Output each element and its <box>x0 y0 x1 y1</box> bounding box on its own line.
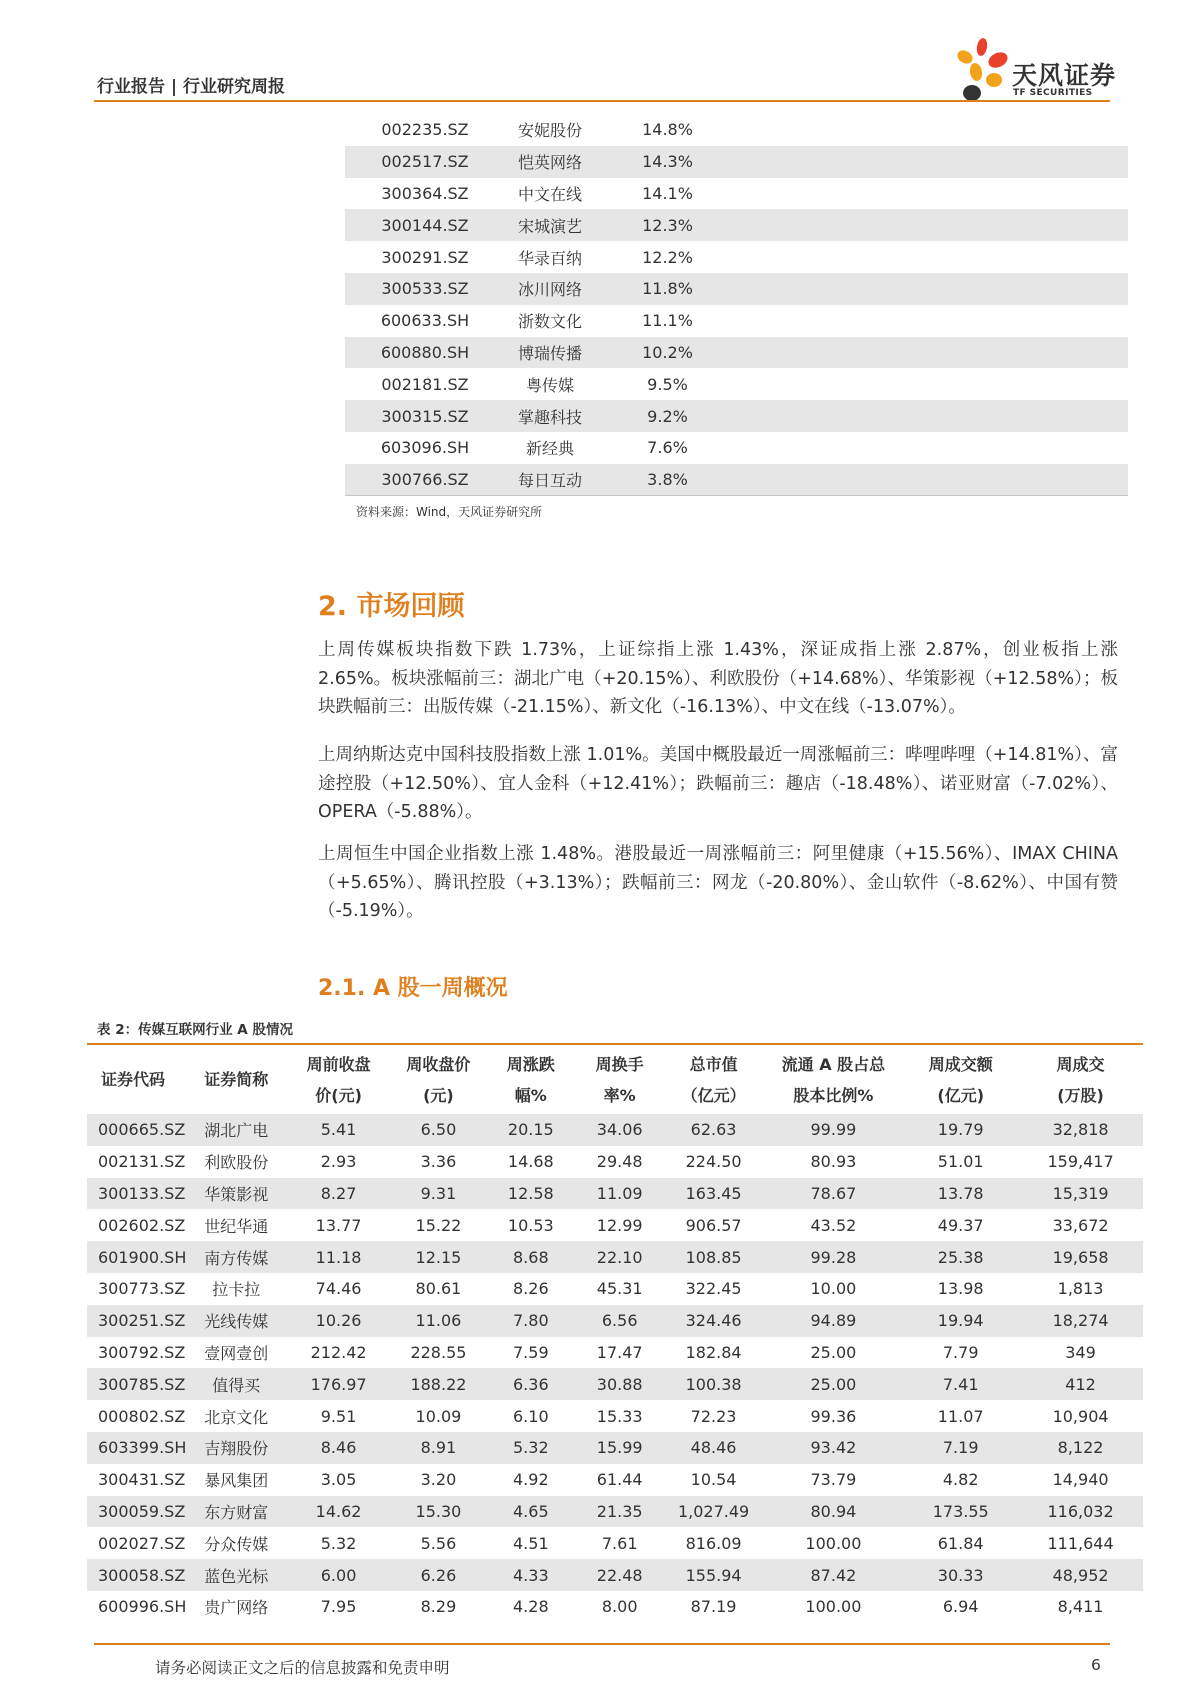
table-row <box>87 1527 1143 1559</box>
table-cell: 87.19 <box>690 1597 737 1617</box>
table-cell: 163.45 <box>664 1178 764 1210</box>
column-header-line: 幅% <box>514 1085 547 1105</box>
table-cell: 6.36 <box>486 1368 576 1400</box>
table-cell: 228.55 <box>410 1342 467 1362</box>
table-cell: 7.79 <box>942 1342 979 1362</box>
column-header-line: 率% <box>603 1085 636 1105</box>
table-cell: 34.06 <box>576 1114 664 1146</box>
table-cell: 暴风集团 <box>204 1471 269 1491</box>
column-header <box>87 1044 186 1114</box>
column-header-line: 周前收盘 <box>306 1054 371 1074</box>
table-cell: 蓝色光标 <box>186 1559 286 1591</box>
stock-name-cell: 恺英网络 <box>505 146 595 178</box>
footer-disclaimer: 请务必阅读正文之后的信息披露和免责申明 <box>155 1659 450 1677</box>
table-row <box>87 1241 1143 1273</box>
table-cell: 20.15 <box>486 1114 576 1146</box>
table-cell: 33,672 <box>1052 1215 1109 1235</box>
table-cell: 412 <box>1018 1368 1143 1400</box>
stock-code-cell: 600633.SH <box>380 311 470 331</box>
table-cell: 14.68 <box>507 1152 554 1172</box>
table-cell: 25.00 <box>810 1342 857 1362</box>
table-row <box>87 1273 1143 1305</box>
section-title-market-review: 2. 市场回顾 <box>318 591 465 622</box>
table-cell: 000665.SZ <box>87 1114 186 1146</box>
report-breadcrumb: 行业报告 | 行业研究周报 <box>97 77 286 97</box>
table-cell: 816.09 <box>685 1533 742 1553</box>
table-cell: 32,818 <box>1018 1114 1143 1146</box>
table-cell: 华策影视 <box>186 1178 286 1210</box>
table-cell: 8.46 <box>286 1432 391 1464</box>
column-header-line: 流通 A 股占总 <box>781 1054 886 1074</box>
table-cell: 51.01 <box>937 1152 984 1172</box>
table-cell: 4.65 <box>486 1496 576 1528</box>
table-cell: 15.33 <box>596 1406 643 1426</box>
spacer-cell <box>740 114 1128 146</box>
stock-code-cell: 300291.SZ <box>381 247 469 267</box>
table-cell: 10.26 <box>286 1305 391 1337</box>
table-cell: 11.18 <box>286 1241 391 1273</box>
table-row <box>345 464 1128 496</box>
table-cell: 19.94 <box>903 1305 1018 1337</box>
table-cell: 87.42 <box>764 1559 904 1591</box>
change-pct-cell: 9.5% <box>647 374 688 394</box>
table-row <box>87 1114 1143 1146</box>
stock-code-cell: 600880.SH <box>345 337 505 369</box>
table-cell: 吉翔股份 <box>186 1432 286 1464</box>
table-cell: 99.28 <box>764 1241 904 1273</box>
table-cell: 324.46 <box>664 1305 764 1337</box>
change-pct-cell: 12.2% <box>642 247 693 267</box>
table-cell: 108.85 <box>664 1241 764 1273</box>
table-cell: 12.58 <box>486 1178 576 1210</box>
table-cell: 600996.SH <box>98 1597 187 1617</box>
logo-petal-lowright <box>986 73 1002 87</box>
table-cell: 349 <box>1065 1342 1096 1362</box>
stock-name-cell: 华录百纳 <box>517 248 582 268</box>
table-cell: 100.38 <box>664 1368 764 1400</box>
change-pct-cell: 9.2% <box>595 400 740 432</box>
stock-name-cell: 掌趣科技 <box>505 400 595 432</box>
table-cell: 300431.SZ <box>98 1470 186 1490</box>
table-cell: 6.10 <box>513 1406 549 1426</box>
table-cell: 8.91 <box>391 1432 486 1464</box>
paragraph-hk-stocks: 上周恒生中国企业指数上涨 1.48%。港股最近一周涨幅前三：阿里健康（+15.56%）、IMAX CHINA（+5.65%）、腾讯控股（+3.13%）；跌幅前三：网龙（-20.80%）、金山软件（-8.62%）、中国有赞（-5.19%）。 <box>318 844 1118 921</box>
table-cell: 212.42 <box>310 1342 367 1362</box>
table-cell: 300792.SZ <box>98 1342 186 1362</box>
column-header <box>903 1044 1018 1114</box>
table-cell: 15.30 <box>391 1496 486 1528</box>
table-row <box>345 209 1128 241</box>
table-cell: 14,940 <box>1052 1470 1109 1490</box>
table-row <box>345 337 1128 369</box>
logo-petal-top <box>976 38 989 57</box>
table-cell: 116,032 <box>1018 1496 1143 1528</box>
stock-code-cell: 002517.SZ <box>345 146 505 178</box>
column-header <box>1018 1044 1143 1114</box>
table-cell: 21.35 <box>576 1496 664 1528</box>
stock-name-cell: 安妮股份 <box>517 121 582 141</box>
column-header-line: 股本比例% <box>793 1085 874 1105</box>
table-cell: 10.00 <box>810 1279 857 1299</box>
column-header-line: (万股) <box>1057 1085 1104 1105</box>
table-cell: 7.95 <box>320 1597 357 1617</box>
change-pct-cell: 7.6% <box>647 438 688 458</box>
stock-name-cell: 冰川网络 <box>505 273 595 305</box>
column-header-line: 证券简称 <box>204 1070 269 1089</box>
page-number: 6 <box>1091 1656 1101 1674</box>
table-cell: 贵广网络 <box>204 1598 269 1618</box>
table-cell: 62.63 <box>664 1114 764 1146</box>
table-cell: 壹网壹创 <box>204 1343 269 1363</box>
table-cell: 22.10 <box>576 1241 664 1273</box>
table-cell: 99.36 <box>810 1406 857 1426</box>
spacer-cell <box>740 241 1128 273</box>
table-cell: 18,274 <box>1018 1305 1143 1337</box>
column-header <box>286 1044 391 1114</box>
table-cell: 10.09 <box>415 1406 462 1426</box>
a-share-weekly-table <box>87 1043 1143 1623</box>
table-cell: 7.19 <box>903 1432 1018 1464</box>
table-row <box>345 146 1128 178</box>
column-header-line: 周成交 <box>1056 1054 1105 1074</box>
table-cell: 002131.SZ <box>98 1152 186 1172</box>
table-cell: 61.44 <box>596 1470 643 1490</box>
table-cell: 111,644 <box>1047 1533 1114 1553</box>
table2-caption: 表 2：传媒互联网行业 A 股情况 <box>97 1022 293 1038</box>
table-cell: 49.37 <box>937 1215 984 1235</box>
table-cell: 11.09 <box>576 1178 664 1210</box>
table-cell: 300773.SZ <box>98 1279 186 1299</box>
table-row <box>87 1400 1143 1432</box>
table-row <box>345 305 1128 337</box>
table-cell: 6.00 <box>286 1559 391 1591</box>
table-cell: 19.79 <box>903 1114 1018 1146</box>
table-cell: 4.92 <box>513 1470 549 1490</box>
table-cell: 值得买 <box>186 1368 286 1400</box>
logo-petal-right <box>986 49 1010 70</box>
spacer-cell <box>740 464 1128 496</box>
table-cell: 601900.SH <box>87 1241 186 1273</box>
column-header-line: （亿元） <box>681 1085 746 1105</box>
change-pct-cell: 11.8% <box>595 273 740 305</box>
stock-name-cell: 博瑞传播 <box>505 337 595 369</box>
table-cell: 100.00 <box>805 1533 862 1553</box>
spacer-cell <box>740 146 1128 178</box>
stock-name-cell: 浙数文化 <box>517 312 582 332</box>
table-cell: 8,122 <box>1018 1432 1143 1464</box>
stock-name-cell: 每日互动 <box>505 464 595 496</box>
table-cell: 5.56 <box>420 1533 457 1553</box>
table-cell: 22.48 <box>576 1559 664 1591</box>
table-cell: 17.47 <box>596 1342 643 1362</box>
table-cell: 30.33 <box>903 1559 1018 1591</box>
table-cell: 5.41 <box>286 1114 391 1146</box>
table-cell: 7.41 <box>903 1368 1018 1400</box>
change-pct-cell: 14.8% <box>642 120 693 140</box>
table-cell: 603399.SH <box>87 1432 186 1464</box>
table-cell: 3.05 <box>320 1470 357 1490</box>
table-cell: 4.51 <box>513 1533 549 1553</box>
stock-code-cell: 002181.SZ <box>381 374 469 394</box>
spacer-cell <box>740 400 1128 432</box>
table-cell: 93.42 <box>764 1432 904 1464</box>
table-row <box>87 1146 1143 1178</box>
table-cell: 4.33 <box>486 1559 576 1591</box>
table-cell: 8.27 <box>286 1178 391 1210</box>
logo-english-name: TF SECURITIES <box>1013 88 1093 98</box>
table-cell: 5.32 <box>486 1432 576 1464</box>
change-pct-cell: 14.3% <box>595 146 740 178</box>
stock-code-cell: 300315.SZ <box>345 400 505 432</box>
table-row <box>345 368 1128 400</box>
table-cell: 15.22 <box>415 1215 462 1235</box>
table-cell: 7.59 <box>513 1342 549 1362</box>
column-header <box>486 1044 576 1114</box>
table-row <box>87 1337 1143 1369</box>
table-cell: 11.06 <box>391 1305 486 1337</box>
table-cell: 1,027.49 <box>664 1496 764 1528</box>
table-cell: 300059.SZ <box>87 1496 186 1528</box>
table-cell: 世纪华通 <box>204 1216 269 1236</box>
table-cell: 74.46 <box>315 1279 362 1299</box>
table-row <box>87 1178 1143 1210</box>
table-cell: 8.26 <box>513 1279 549 1299</box>
table-cell: 300133.SZ <box>87 1178 186 1210</box>
table-row <box>345 400 1128 432</box>
table-cell: 72.23 <box>690 1406 737 1426</box>
table-row <box>345 273 1128 305</box>
table-cell: 25.38 <box>903 1241 1018 1273</box>
table-row <box>87 1464 1143 1496</box>
table-cell: 99.99 <box>764 1114 904 1146</box>
column-header-line: 周换手 <box>595 1054 644 1074</box>
table-cell: 10.54 <box>690 1470 737 1490</box>
column-header-line: (元) <box>423 1085 454 1105</box>
table-row <box>345 241 1128 273</box>
column-header <box>664 1044 764 1114</box>
table-cell: 155.94 <box>664 1559 764 1591</box>
table-cell: 322.45 <box>685 1279 742 1299</box>
table-cell: 6.56 <box>576 1305 664 1337</box>
change-pct-cell: 3.8% <box>595 464 740 496</box>
table-cell: 9.31 <box>391 1178 486 1210</box>
subsection-title-a-share-weekly: 2.1. A 股一周概况 <box>318 976 508 1001</box>
table-cell: 5.32 <box>320 1533 357 1553</box>
stock-name-cell: 中文在线 <box>517 184 582 204</box>
table-cell: 光线传媒 <box>186 1305 286 1337</box>
table-cell: 4.82 <box>942 1470 979 1490</box>
table1-source-note: 资料来源：Wind，天风证券研究所 <box>356 505 543 519</box>
table-cell: 48.46 <box>664 1432 764 1464</box>
table-cell: 45.31 <box>596 1279 643 1299</box>
table-cell: 159,417 <box>1047 1152 1114 1172</box>
footer-divider <box>94 1643 1110 1645</box>
table-cell: 3.36 <box>420 1152 457 1172</box>
table-cell: 188.22 <box>391 1368 486 1400</box>
table-cell: 8,411 <box>1057 1597 1104 1617</box>
table-cell: 173.55 <box>903 1496 1018 1528</box>
table-cell: 分众传媒 <box>204 1534 269 1554</box>
logo-petal-bottom <box>963 85 981 101</box>
logo-petal-mid <box>969 62 984 82</box>
table-cell: 15.99 <box>576 1432 664 1464</box>
column-header-line: 价(元) <box>315 1085 362 1105</box>
table-cell: 6.94 <box>942 1597 979 1617</box>
table-cell: 80.93 <box>810 1152 857 1172</box>
table-cell: 182.84 <box>685 1342 742 1362</box>
change-pct-cell: 14.1% <box>642 183 693 203</box>
table-row <box>345 432 1128 464</box>
table-row <box>87 1559 1143 1591</box>
table-row <box>345 178 1128 210</box>
table-cell: 东方财富 <box>186 1496 286 1528</box>
change-pct-cell: 10.2% <box>595 337 740 369</box>
table-cell: 002027.SZ <box>98 1533 186 1553</box>
table-cell: 73.79 <box>810 1470 857 1490</box>
table-cell: 176.97 <box>286 1368 391 1400</box>
table-cell: 6.50 <box>391 1114 486 1146</box>
table-cell: 6.26 <box>391 1559 486 1591</box>
table-cell: 13.98 <box>937 1279 984 1299</box>
table-cell: 29.48 <box>596 1152 643 1172</box>
table-cell: 3.20 <box>420 1470 457 1490</box>
column-header-line: 证券代码 <box>101 1070 166 1089</box>
spacer-cell <box>740 368 1128 400</box>
column-header-line: 周收盘价 <box>406 1054 471 1074</box>
table-cell: 2.93 <box>320 1152 357 1172</box>
table-cell: 300785.SZ <box>87 1368 186 1400</box>
table-cell: 906.57 <box>685 1215 742 1235</box>
stock-code-cell: 603096.SH <box>380 438 470 458</box>
logo-chinese-name: 天风证券 <box>1012 61 1117 90</box>
spacer-cell <box>740 209 1128 241</box>
table-cell: 13.78 <box>903 1178 1018 1210</box>
table-cell: 48,952 <box>1018 1559 1143 1591</box>
table-cell: 300251.SZ <box>87 1305 186 1337</box>
table-cell: 7.61 <box>601 1533 638 1553</box>
stock-name-cell: 宋城演艺 <box>505 209 595 241</box>
table-row <box>87 1368 1143 1400</box>
table-cell: 13.77 <box>315 1215 362 1235</box>
table-cell: 7.80 <box>486 1305 576 1337</box>
column-header-line: (亿元) <box>937 1085 985 1105</box>
table-row <box>87 1209 1143 1241</box>
spacer-cell <box>740 273 1128 305</box>
table-cell: 1,813 <box>1057 1279 1104 1299</box>
table-cell: 利欧股份 <box>204 1153 269 1173</box>
table-cell: 11.07 <box>937 1406 984 1426</box>
stock-name-cell: 新经典 <box>525 439 574 459</box>
table1-bottom-rule <box>345 495 1128 496</box>
table-cell: 南方传媒 <box>186 1241 286 1273</box>
table-cell: 224.50 <box>685 1152 742 1172</box>
table-cell: 9.51 <box>320 1406 357 1426</box>
column-header-line: 总市值 <box>689 1054 738 1074</box>
table-cell: 80.94 <box>764 1496 904 1528</box>
table-cell: 30.88 <box>576 1368 664 1400</box>
stock-code-cell: 300533.SZ <box>345 273 505 305</box>
table-cell: 10,904 <box>1052 1406 1109 1426</box>
column-header <box>764 1044 904 1114</box>
column-header <box>186 1044 286 1114</box>
stock-code-cell: 300144.SZ <box>345 209 505 241</box>
top-gainers-table <box>345 114 1128 496</box>
table-cell: 10.53 <box>507 1215 554 1235</box>
paragraph-us-china-stocks: 上周纳斯达克中国科技股指数上涨 1.01%。美国中概股最近一周涨幅前三：哔哩哔哩（+14.81%）、富途控股（+12.50%）、宜人金科（+12.41%）；跌幅前三：趣店（-18.48%）、诺亚财富（-7.02%）、OPERA（-5.88%）。 <box>318 745 1118 822</box>
table-row <box>87 1496 1143 1528</box>
table-cell: 北京文化 <box>204 1407 269 1427</box>
column-header <box>576 1044 664 1114</box>
table-row <box>345 114 1128 146</box>
table-row <box>87 1432 1143 1464</box>
table-cell: 8.68 <box>486 1241 576 1273</box>
table-cell: 湖北广电 <box>186 1114 286 1146</box>
spacer-cell <box>740 432 1128 464</box>
table-cell: 8.29 <box>420 1597 457 1617</box>
table-cell: 80.61 <box>415 1279 462 1299</box>
header-divider <box>94 100 1110 102</box>
stock-code-cell: 300364.SZ <box>381 183 469 203</box>
table-cell: 002602.SZ <box>98 1215 186 1235</box>
table-cell: 拉卡拉 <box>212 1280 261 1300</box>
table-cell: 8.00 <box>601 1597 638 1617</box>
column-header <box>391 1044 486 1114</box>
table-cell: 12.99 <box>596 1215 643 1235</box>
table-cell: 61.84 <box>937 1533 984 1553</box>
column-header-line: 周涨跌 <box>506 1054 555 1074</box>
table-cell: 4.28 <box>513 1597 549 1617</box>
spacer-cell <box>740 178 1128 210</box>
table-cell: 12.15 <box>391 1241 486 1273</box>
table-cell: 43.52 <box>810 1215 857 1235</box>
stock-code-cell: 300766.SZ <box>345 464 505 496</box>
column-header-line: 周成交额 <box>928 1054 993 1074</box>
paragraph-a-share-summary: 上周传媒板块指数下跌 1.73%，上证综指上涨 1.43%，深证成指上涨 2.87%，创业板指上涨 2.65%。板块涨幅前三：湖北广电（+20.15%）、利欧股份（+14.68%）、华策影视（+12.58%）；板块跌幅前三：出版传媒（-21.15%）、新文化（-16.13%）、中文在线（-13.07%）。 <box>318 640 1118 717</box>
table-cell: 15,319 <box>1018 1178 1143 1210</box>
table-row <box>87 1305 1143 1337</box>
table-cell: 300058.SZ <box>87 1559 186 1591</box>
stock-code-cell: 002235.SZ <box>381 120 469 140</box>
spacer-cell <box>740 337 1128 369</box>
stock-name-cell: 粤传媒 <box>525 375 574 395</box>
table-cell: 78.67 <box>764 1178 904 1210</box>
change-pct-cell: 12.3% <box>595 209 740 241</box>
table-cell: 100.00 <box>805 1597 862 1617</box>
change-pct-cell: 11.1% <box>642 311 693 331</box>
table-cell: 14.62 <box>286 1496 391 1528</box>
logo-petal-left <box>955 48 975 66</box>
table-cell: 25.00 <box>764 1368 904 1400</box>
spacer-cell <box>740 305 1128 337</box>
table-cell: 000802.SZ <box>98 1406 186 1426</box>
table-cell: 94.89 <box>764 1305 904 1337</box>
table-cell: 19,658 <box>1018 1241 1143 1273</box>
table-row <box>87 1591 1143 1623</box>
